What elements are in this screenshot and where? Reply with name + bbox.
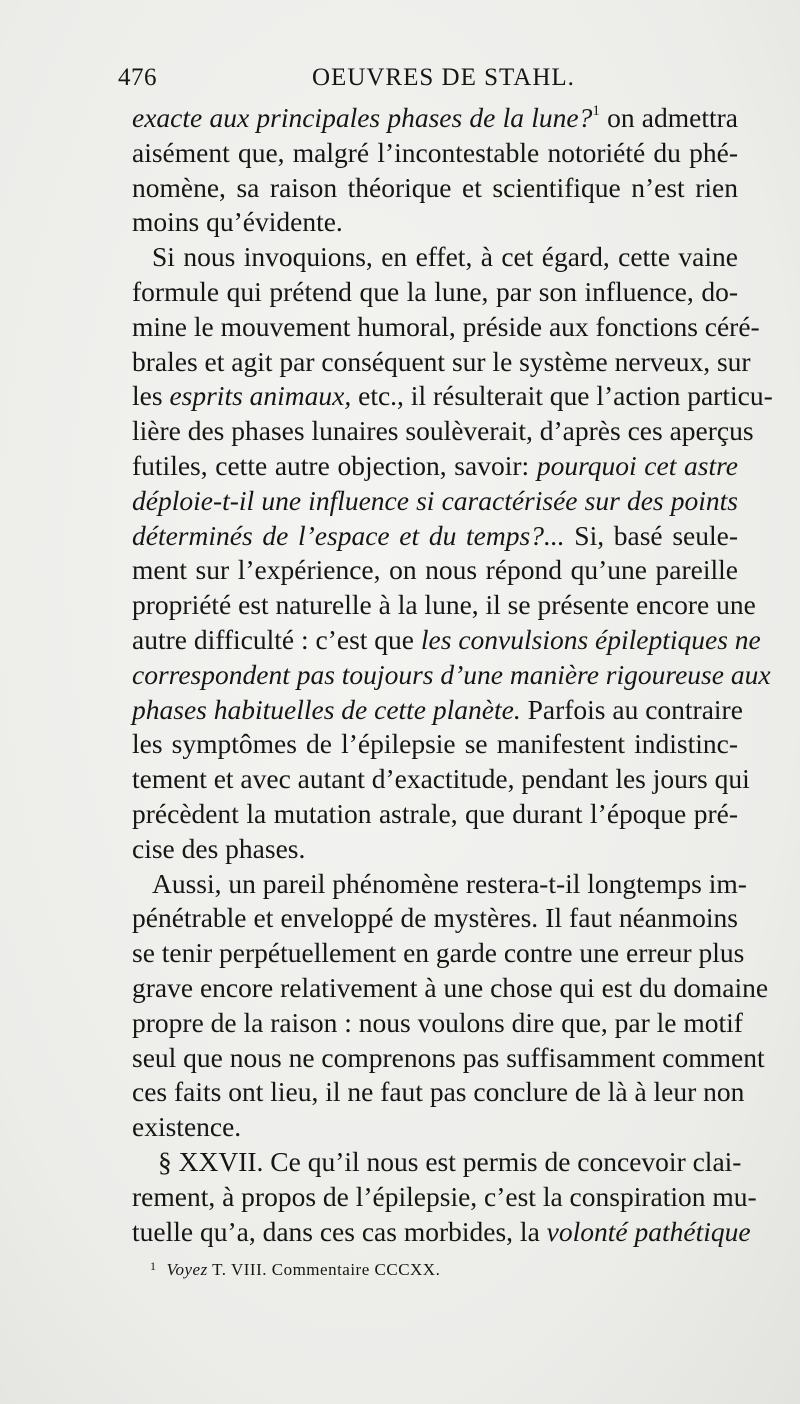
text-line: brales et agit par conséquent sur le système nerveux, sur <box>132 345 751 377</box>
text-line: tuelle qu’a, dans ces cas morbides, la volonté pathétique <box>132 1215 751 1247</box>
paragraph-start: Si nous invoquions, en effet, à cet égard, cette vaine <box>152 241 738 273</box>
section-start: § XXVII. Ce qu’il nous est permis de concevoir clai- <box>158 1145 742 1177</box>
text-line: exacte aux principales phases de la lune?$^1$ on admettra <box>132 102 738 133</box>
italic-phrase: esprits animaux, <box>169 380 352 412</box>
text-line: cise des phases. <box>132 832 306 864</box>
text-line: aisément que, malgré l’incontestable notoriété du phé- <box>132 136 738 168</box>
italic-phrase: phases habituelles de cette planète. <box>132 693 521 725</box>
footnote-ref: 1 <box>592 103 600 119</box>
italic-phrase: déterminés de l’espace et du temps?... <box>132 519 565 551</box>
text-line: grave encore relativement à une chose qui est du domaine <box>132 971 769 1003</box>
text-line: futiles, cette autre objection, savoir: pourquoi cet astre <box>132 449 738 481</box>
italic-phrase: déploie-t-il une influence si caractérisée sur des points <box>132 484 738 516</box>
text-line: nomène, sa raison théorique et scientifique n’est rien <box>132 171 738 203</box>
italic-phrase: les convulsions épileptiques ne <box>420 623 761 655</box>
footnote-text: T. VIII. Commentaire CCCXX. <box>207 1260 441 1279</box>
italic-phrase: correspondent pas toujours d’une manière rigoureuse aux <box>132 658 771 690</box>
footnote-marker: 1 <box>150 1259 157 1273</box>
footnote <box>150 1260 650 1280</box>
text-line: autre difficulté : c’est que les convulsions épileptiques ne <box>132 623 761 655</box>
text-line: existence. <box>132 1111 242 1143</box>
text-line: propre de la raison : nous voulons dire que, par le motif <box>132 1006 743 1038</box>
text-line: phases habituelles de cette planète. Parfois au contraire <box>132 693 743 725</box>
footnote-label: Voyez <box>166 1260 208 1279</box>
text-line: déterminés de l’espace et du temps?... Si, basé seule- <box>132 519 738 551</box>
text-line: pénétrable et enveloppé de mystères. Il faut néanmoins <box>132 902 738 934</box>
italic-phrase: exacte aux principales phases de la lune? <box>132 102 593 133</box>
text-line: moins qu’évidente. <box>132 206 343 238</box>
italic-phrase: volonté pathétique <box>546 1215 751 1247</box>
text-line: formule qui prétend que la lune, par son influence, do- <box>132 275 738 307</box>
page-header <box>118 64 738 98</box>
text-line: précèdent la mutation astrale, que durant l’époque pré- <box>132 797 738 829</box>
paragraph-start: Aussi, un pareil phénomène restera-t-il longtemps im- <box>152 867 747 899</box>
text-line: rement, à propos de l’épilepsie, c’est la conspiration mu- <box>132 1180 757 1212</box>
page-number: 476 <box>118 64 157 91</box>
text-line: propriété est naturelle à la lune, il se présente encore une <box>132 589 756 621</box>
text-line: les esprits animaux, etc., il résulterait que l’action particu- <box>132 380 773 412</box>
text-line: tement et avec autant d’exactitude, pendant les jours qui <box>132 763 750 795</box>
text-line: ment sur l’expérience, on nous répond qu’une pareille <box>132 554 738 586</box>
text-line: se tenir perpétuellement en garde contre une erreur plus <box>132 937 745 969</box>
body-text <box>132 101 773 1249</box>
text-line: ces faits ont lieu, il ne faut pas conclure de là à leur non <box>132 1076 745 1108</box>
text-line <box>132 484 738 519</box>
text-line <box>132 658 771 693</box>
running-title: OEUVRES DE STAHL. <box>312 64 575 91</box>
italic-phrase: pourquoi cet astre <box>536 449 738 481</box>
text-line: seul que nous ne comprenons pas suffisamment comment <box>132 1041 765 1073</box>
text-line: mine le mouvement humoral, préside aux fonctions céré- <box>132 310 760 342</box>
text-line: les symptômes de l’épilepsie se manifestent indistinc- <box>132 728 738 760</box>
text-line: lière des phases lunaires soulèverait, d’après ces aperçus <box>132 415 754 447</box>
